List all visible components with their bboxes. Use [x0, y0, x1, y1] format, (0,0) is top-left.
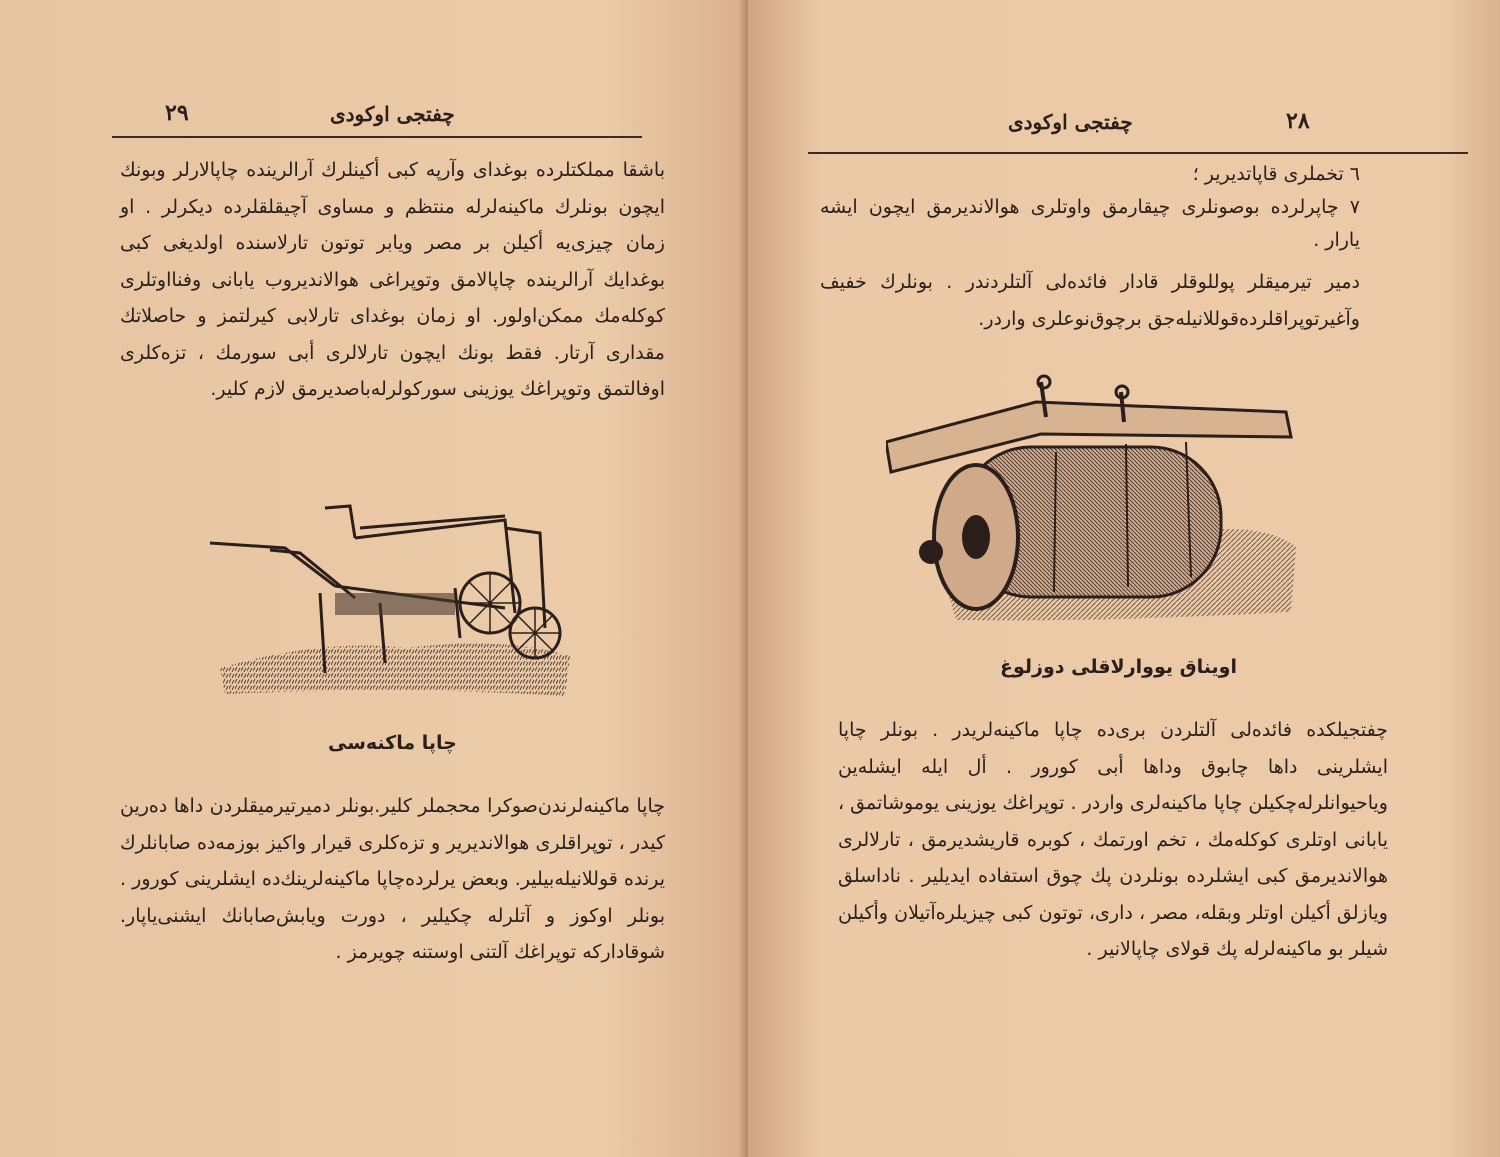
right-paragraph-top-text: دمیر تیرمیقلر پوللوقلر قادار فائده‌لی آلتلردندر . بونلرك خفیف وآغیرتوپراقلرده‌قوللانیله‌جق برچوق‌نوعلری واردر.: [820, 271, 1360, 330]
left-page-header: [110, 100, 670, 130]
right-paragraph-top: [820, 264, 1360, 337]
left-page: [0, 0, 748, 1157]
left-running-head: چفتجی اوكودی: [330, 102, 455, 126]
left-paragraph-top: [120, 152, 665, 408]
right-list-item-7: ٧ چاپرلرده بوصونلری چیقارمق واوتلری هوالاندیرمق ایچون ایشه یارار .: [820, 196, 1360, 251]
hoe-machine-illustration: [205, 498, 580, 703]
roller-illustration: [886, 372, 1296, 627]
right-paragraph-bottom: [838, 712, 1388, 968]
left-paragraph-bottom-text: چاپا ماكینه‌لرندن‌صوكرا محجملر كلیر.بونلر دمیرتیرمیقلردن داها ده‌رین كیدر ، توپراقلری هوالاندیریر و تزه‌كلری قیرار واكیز بوزمه‌ده صابانلرك یرنده قوللانیله‌بیلیر. وبعض یرلرده‌چاپا ماكینه‌لرینك‌ده ایشلرینی كورور . بونلر اوكوز و آتلرله چكیلیر ، دورت ویابش‌صابانك ایشنی‌یاپار. شوقاداركه توپراغك آلتنی اوستنه چویرمز .: [120, 795, 665, 963]
right-page: [748, 0, 1500, 1157]
right-figure-caption: اویناق یووارلاقلی دوزلوغ: [1000, 656, 1237, 678]
right-list: [820, 158, 1360, 257]
right-list-item-6: ٦ تخملری قاپاتدیریر ؛: [1192, 163, 1360, 185]
right-header-rule: [808, 152, 1468, 154]
left-header-rule: [112, 136, 642, 138]
right-page-number: ٢٨: [1286, 108, 1310, 134]
right-paragraph-bottom-text: چفتجیلكده فائده‌لی آلتلردن بری‌ده چاپا ماكینه‌لریدر . بونلر چاپا ایشلرینی داها چابوق وداها أبی كورور . أل ایله ایشله‌ین ویاحیوانلرله‌چكیلن چاپا ماكینه‌لری واردر . توپراغك یوزینی یوموشاتمق ، یابانی اوتلری كوكله‌مك ، تخم اورتمك ، كوبره قاریشدیرمق ، تارلالری هوالاندیرمق كبی ایشلرده بونلردن پك چوق استفاده ایدیلیر . ناداسلق ویازلق أكیلن اوتلر وبقله، مصر ، داری، توتون كبی چیزیلره‌آتیلان وأكیلن شیلر بو ماكینه‌لرله پك قولای چاپالانیر .: [838, 719, 1388, 960]
left-paragraph-bottom: [120, 788, 665, 971]
left-page-number: ٢٩: [165, 100, 189, 126]
left-paragraph-top-text: باشقا مملكتلرده بوغدای وآرپه كبی أكینلرك آرالرینده چاپالارلر وبونك ایچون بونلرك ماكینه‌لرله منتظم و مساوی آچیقلقلرده دیكرلر . او زمان چیزی‌یه أكیلن بر مصر ویابر توتون تارلاسنده اولدیغی كبی بوغدایك آرالرینده چاپالامق وتوپراغی هوالاندیروب یابانی وفنااوتلری كوكله‌مك ممكن‌اولور. او زمان بوغدای تارلابی كیرلتمز و حاصلاتك مقداری آرتار. فقط بونك ایچون تارلالری أبی سورمك ، تزه‌كلری اوفالتمق وتوپراغك یوزینی سوركولرله‌باصدیرمق لازم كلیر.: [120, 159, 665, 400]
right-page-header: [1008, 108, 1468, 138]
left-figure-caption: چاپا ماكنه‌سی: [328, 732, 457, 754]
right-running-head: چفتجی اوكودی: [1008, 110, 1133, 134]
